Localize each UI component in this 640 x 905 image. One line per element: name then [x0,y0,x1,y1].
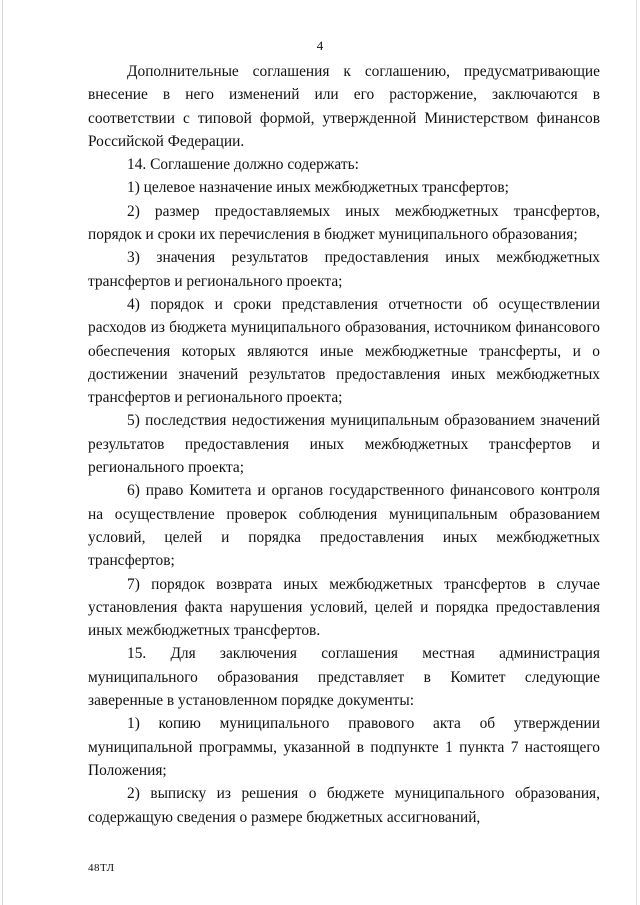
scan-edge-right [636,0,637,905]
paragraph-item-7: 7) порядок возврата иных межбюджетных трансфертов в случае установления факта нарушения условий, целей и порядка предоставления иных межбюджетных трансфертов. [88,575,600,640]
scan-edge-left [2,0,3,905]
paragraph-item-6: 6) право Комитета и органов государственного финансового контроля на осуществление проверок соблюдения муниципальным образованием условий, целей и порядка предоставления иных межбюджетных трансфертов; [88,482,600,570]
paragraph-item-1: 1) целевое назначение иных межбюджетных трансфертов; [127,179,509,197]
paragraph-clause-14: 14. Соглашение должно содержать: [127,156,359,174]
paragraph-item-3: 3) значения результатов предоставления иных межбюджетных трансфертов и регионального проекта; [88,249,600,290]
paragraph-doc-item-1: 1) копию муниципального правового акта об утверждении муниципальной программы, указанной в подпункте 1 пункта 7 настоящего Положения; [88,715,600,779]
footer-code: 48ТЛ [88,862,115,874]
paragraph-doc-item-2: 2) выписку из решения о бюджете муниципального образования, содержащую сведения о размере бюджетных ассигнований, [88,785,600,826]
paragraph-item-4: 4) порядок и сроки представления отчетности об осуществлении расходов из бюджета муниципального образования, источником финансового обеспечения которых являются иные межбюджетные трансферты, и о достижении значений результатов предоставления иных межбюджетных трансфертов и регионального проекта; [88,295,600,407]
document-body [88,60,600,829]
paragraph-item-5: 5) последствия недостижения муниципальным образованием значений результатов предоставления иных межбюджетных трансфертов и регионального проекта; [88,412,600,477]
paragraph-clause-15: 15. Для заключения соглашения местная администрация муниципального образования представляет в Комитет следующие заверенные в установленном порядке документы: [88,645,600,710]
paragraph-item-2: 2) размер предоставляемых иных межбюджетных трансфертов, порядок и сроки их перечисления в бюджет муниципального образования; [88,202,600,244]
page-number: 4 [316,38,324,53]
paragraph-additional-agreements: Дополнительные соглашения к соглашению, предусматривающие внесение в него изменений или его расторжение, заключаются в соответствии с типовой формой, утвержденной Министерством финансов Российской Федерации. [88,63,600,150]
